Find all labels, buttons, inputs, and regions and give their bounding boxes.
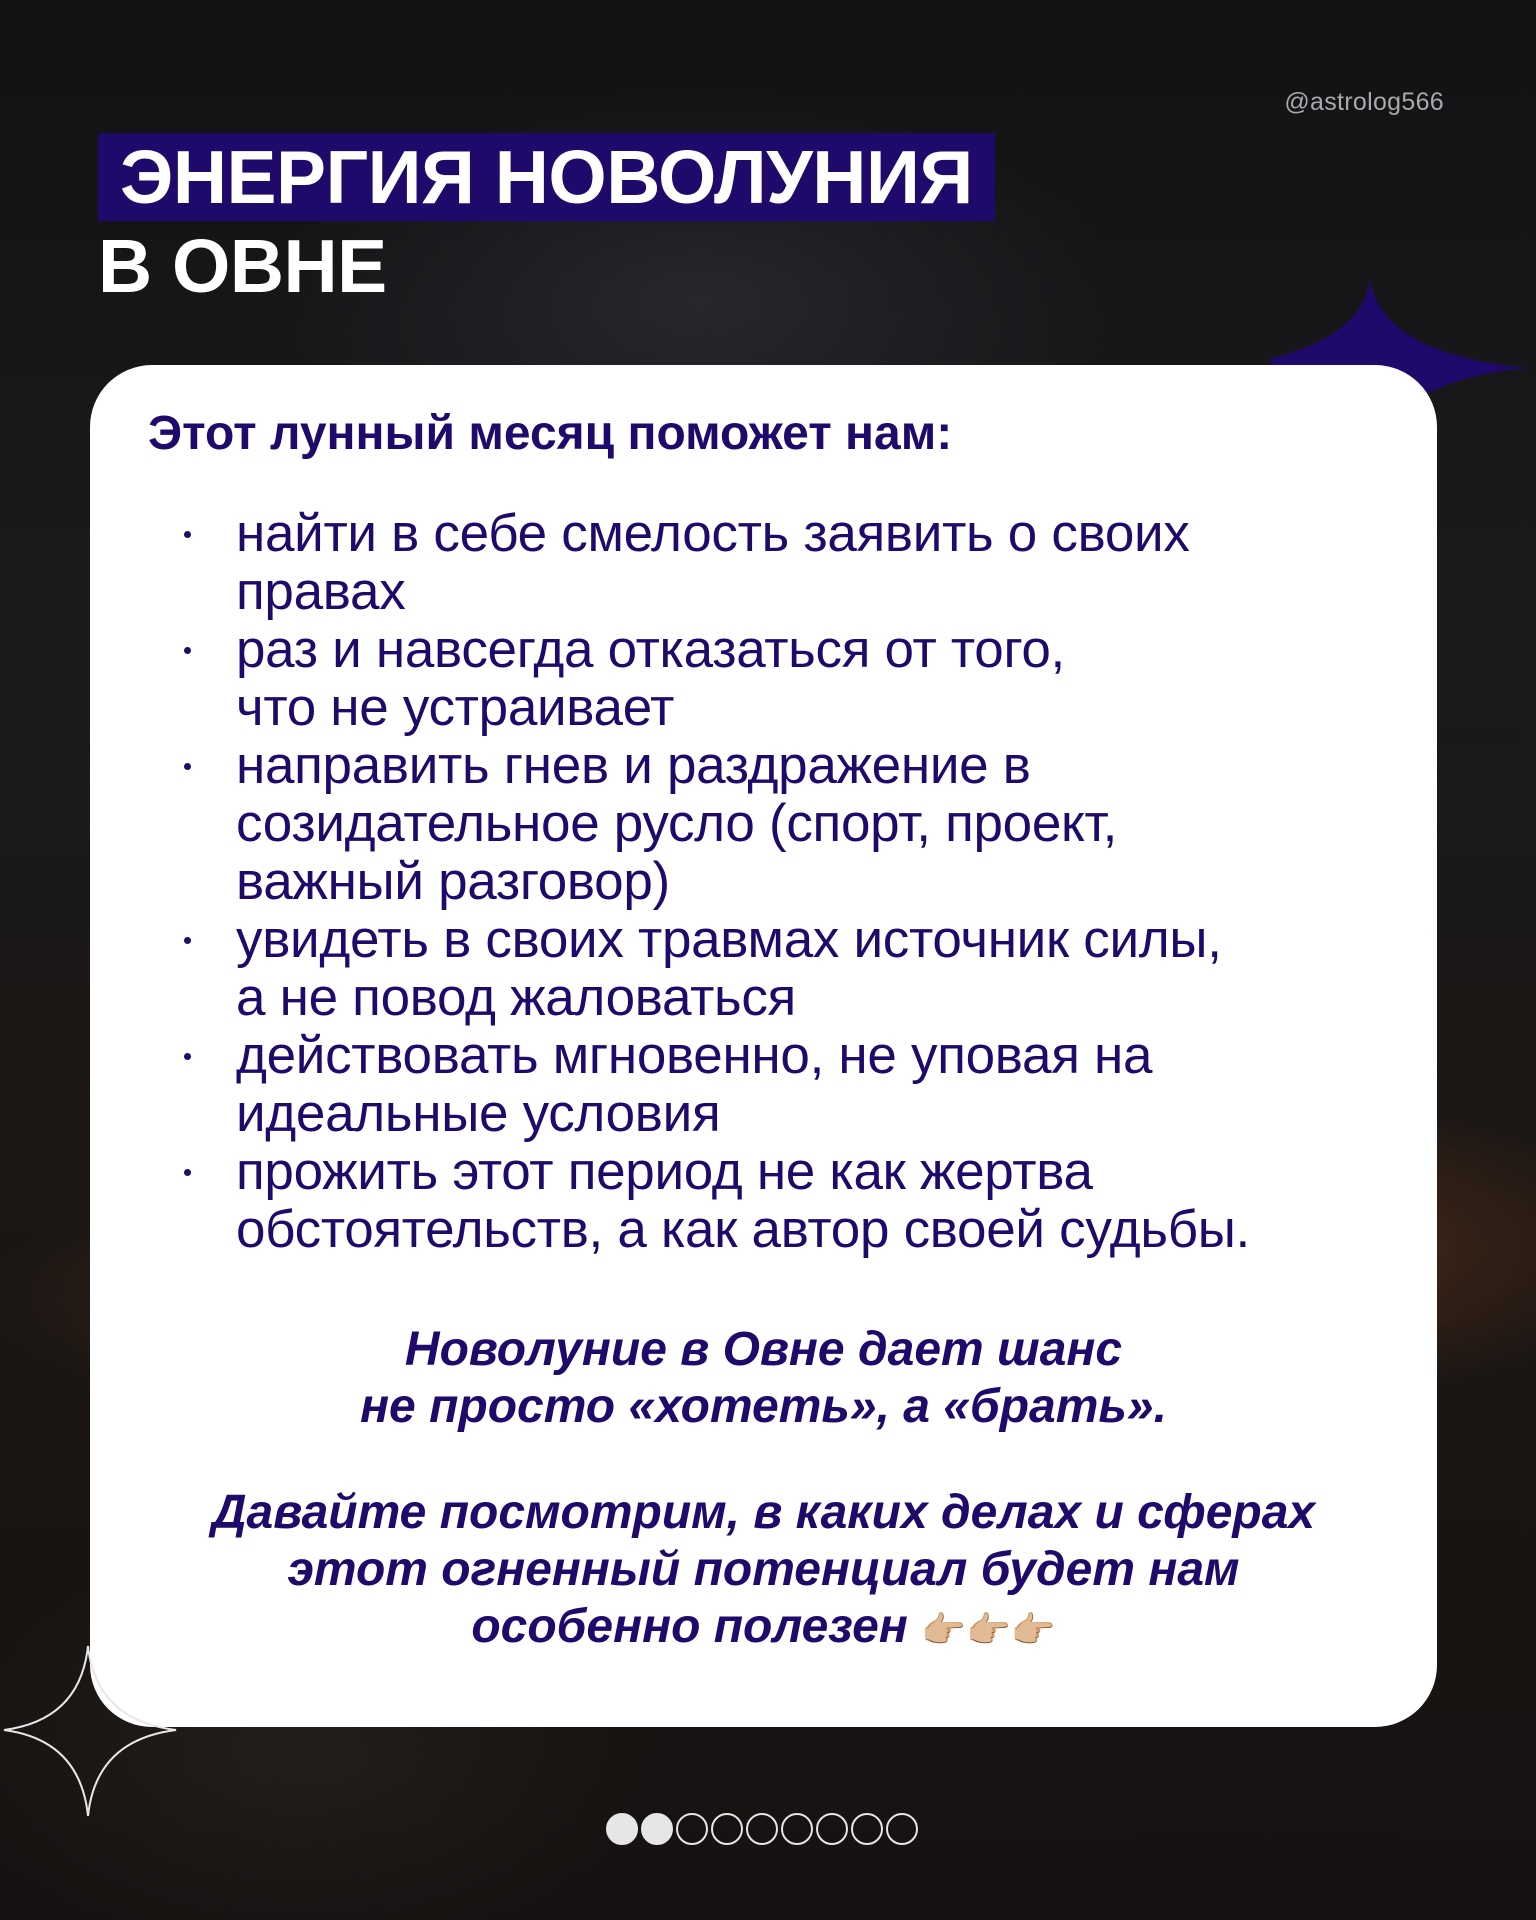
page-dot-5[interactable] [746, 1813, 778, 1845]
list-item: действовать мгновенно, не уповая на идеальные условия [148, 1027, 1418, 1143]
handle: @astrolog566 [1284, 88, 1444, 116]
page-dot-9[interactable] [886, 1813, 918, 1845]
page-dot-4[interactable] [711, 1813, 743, 1845]
page-dot-7[interactable] [816, 1813, 848, 1845]
callout-lets-look: Давайте посмотрим, в каких делах и сферах этот огненный потенциал будет нам особенно полезен 👉🏼👉🏼👉🏼 [211, 1486, 1316, 1653]
benefits-list [148, 505, 1418, 1259]
bullet-dot-icon [184, 647, 191, 654]
callout-chance: Новолуние в Овне дает шанс не просто «хотеть», а «брать». [360, 1323, 1167, 1433]
card-heading: Этот лунный месяц поможет нам: [148, 407, 953, 460]
bullet-dot-icon [184, 937, 191, 944]
page-dot-8[interactable] [851, 1813, 883, 1845]
bullet-dot-icon [184, 763, 191, 770]
list-item: найти в себе смелость заявить о своих правах [148, 505, 1418, 621]
list-item: направить гнев и раздражение в созидательное русло (спорт, проект, важный разговор) [148, 737, 1418, 911]
bullet-dot-icon [184, 1169, 191, 1176]
page-dot-1[interactable] [606, 1813, 638, 1845]
list-item: увидеть в своих травмах источник силы, а не повод жаловаться [148, 911, 1418, 1027]
page-dot-6[interactable] [781, 1813, 813, 1845]
page-indicator[interactable] [606, 1813, 918, 1849]
page-dot-3[interactable] [676, 1813, 708, 1845]
content-card [90, 365, 1437, 1727]
page-dot-2[interactable] [641, 1813, 673, 1845]
bullet-dot-icon [184, 1053, 191, 1060]
four-point-star-outline-icon [0, 1640, 180, 1820]
pointing-hand-icon: 👉🏼👉🏼👉🏼 [921, 1609, 1056, 1650]
list-item: прожить этот период не как жертва обстоятельств, а как автор своей судьбы. [148, 1143, 1418, 1259]
title-line-2: В ОВНЕ [98, 224, 387, 308]
list-item: раз и навсегда отказаться от того, что не устраивает [148, 621, 1418, 737]
bullet-dot-icon [184, 531, 191, 538]
title-line-1: ЭНЕРГИЯ НОВОЛУНИЯ [98, 133, 995, 221]
